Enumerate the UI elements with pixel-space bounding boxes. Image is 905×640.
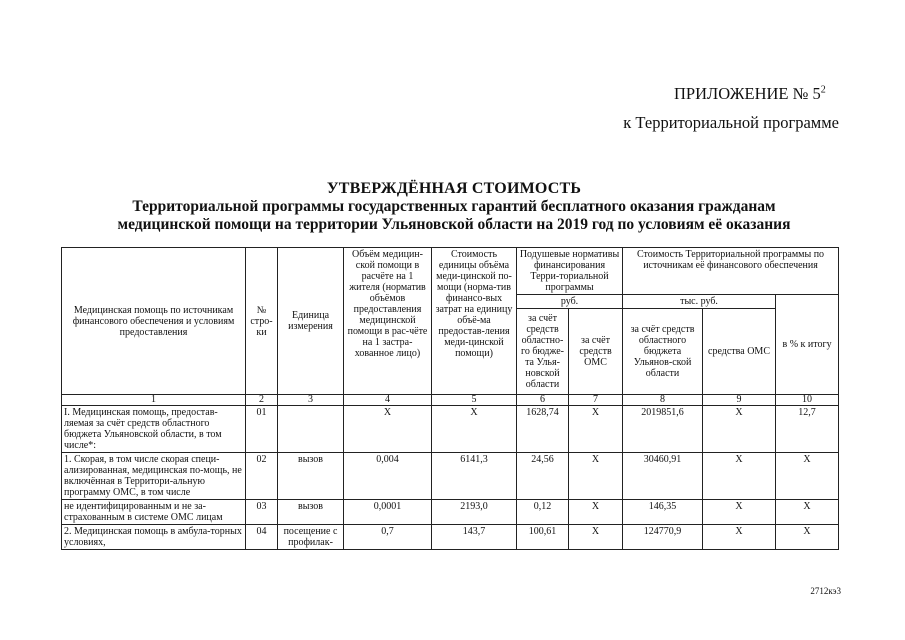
row-unit: [278, 406, 344, 453]
header-pc-oms: за счёт средств ОМС: [569, 309, 623, 395]
row-total-budget: 2019851,6: [623, 406, 703, 453]
row-no: 04: [246, 525, 278, 550]
row-pc-oms: X: [569, 406, 623, 453]
title-line-2: медицинской помощи на территории Ульяновской области на 2019 год по условиям её оказания: [117, 216, 791, 233]
row-volume: X: [344, 406, 432, 453]
colnum: 6: [517, 395, 569, 406]
row-volume: 0,7: [344, 525, 432, 550]
header-assistance: Медицинская помощь по источникам финансового обеспечения и условиям предоставления: [62, 248, 246, 395]
row-percent: X: [776, 453, 839, 500]
header-program-cost: Стоимость Территориальной программы по источникам её финансового обеспечения: [623, 248, 839, 295]
row-pc-oms: X: [569, 525, 623, 550]
colnum: 2: [246, 395, 278, 406]
header-total-oms: средства ОМС: [703, 309, 776, 395]
row-percent: X: [776, 525, 839, 550]
header-rub: руб.: [517, 295, 623, 309]
row-total-oms: X: [703, 453, 776, 500]
colnum: 8: [623, 395, 703, 406]
document-title: [86, 180, 822, 234]
title-line-1: Территориальной программы государственных гарантий бесплатного оказания гражданам: [132, 198, 776, 215]
colnum: 10: [776, 395, 839, 406]
table-row: [62, 525, 839, 550]
header-pc-budget: за счёт средств областно-го бюдже-та Улья-новской области: [517, 309, 569, 395]
colnum: 7: [569, 395, 623, 406]
row-total-budget: 30460,91: [623, 453, 703, 500]
row-pc-oms: X: [569, 453, 623, 500]
header-row-number: № стро-ки: [246, 248, 278, 395]
row-percent: X: [776, 500, 839, 525]
row-total-budget: 124770,9: [623, 525, 703, 550]
row-cost: 6141,3: [432, 453, 517, 500]
row-name: 1. Скорая, в том числе скорая специ-ализированная, медицинская по-мощь, не включённая в Территори-альную программу ОМС, в том числе: [62, 453, 246, 500]
row-volume: 0,004: [344, 453, 432, 500]
header-percent: в % к итогу: [776, 295, 839, 395]
colnum: 9: [703, 395, 776, 406]
table-row: [62, 406, 839, 453]
row-no: 02: [246, 453, 278, 500]
colnum: 3: [278, 395, 344, 406]
header-volume: Объём медицин-ской помощи в расчёте на 1 жителя (норматив объёмов предоставления медицинской помощи в рас-чёте на 1 застра-хованное лицо): [344, 248, 432, 395]
row-volume: 0,0001: [344, 500, 432, 525]
row-name: I. Медицинская помощь, предостав-ляемая за счёт средств областного бюджета Ульяновской области, в том числе*:: [62, 406, 246, 453]
row-cost: 143,7: [432, 525, 517, 550]
row-total-oms: X: [703, 500, 776, 525]
row-name: 2. Медицинская помощь в амбула-торных условиях,: [62, 525, 246, 550]
row-total-oms: X: [703, 406, 776, 453]
appendix-subtitle: к Территориальной программе: [623, 113, 839, 132]
table-row: [62, 453, 839, 500]
row-name: не идентифицированным и не за-страхованным в системе ОМС лицам: [62, 500, 246, 525]
header-total-budget: за счёт средств областного бюджета Ульянов-ской области: [623, 309, 703, 395]
colnum: 5: [432, 395, 517, 406]
colnum: 4: [344, 395, 432, 406]
row-pc-budget: 24,56: [517, 453, 569, 500]
row-unit: вызов: [278, 453, 344, 500]
row-cost: X: [432, 406, 517, 453]
row-pc-budget: 0,12: [517, 500, 569, 525]
row-no: 01: [246, 406, 278, 453]
row-pc-budget: 1628,74: [517, 406, 569, 453]
column-numbers: [62, 395, 839, 406]
header-unit: Единица измерения: [278, 248, 344, 395]
appendix-label: ПРИЛОЖЕНИЕ № $5^2$: [674, 84, 826, 103]
header-per-capita: Подушевые нормативы финансирования Терри-ториальной программы: [517, 248, 623, 295]
cost-table: [61, 247, 839, 550]
row-pc-budget: 100,61: [517, 525, 569, 550]
footer-code: 2712кэ3: [810, 586, 841, 596]
row-no: 03: [246, 500, 278, 525]
row-pc-oms: X: [569, 500, 623, 525]
row-unit: посещение с профилак-: [278, 525, 344, 550]
header-thousand-rub: тыс. руб.: [623, 295, 776, 309]
row-cost: 2193,0: [432, 500, 517, 525]
title-main: УТВЕРЖДЁННАЯ СТОИМОСТЬ: [326, 180, 582, 197]
table-row: [62, 500, 839, 525]
row-total-oms: X: [703, 525, 776, 550]
row-percent: 12,7: [776, 406, 839, 453]
row-total-budget: 146,35: [623, 500, 703, 525]
header-unit-cost: Стоимость единицы объёма меди-цинской по-мощи (норма-тив финансо-вых затрат на единицу объё-ма предостав-ления меди-цинской помощи): [432, 248, 517, 395]
colnum: 1: [62, 395, 246, 406]
row-unit: вызов: [278, 500, 344, 525]
